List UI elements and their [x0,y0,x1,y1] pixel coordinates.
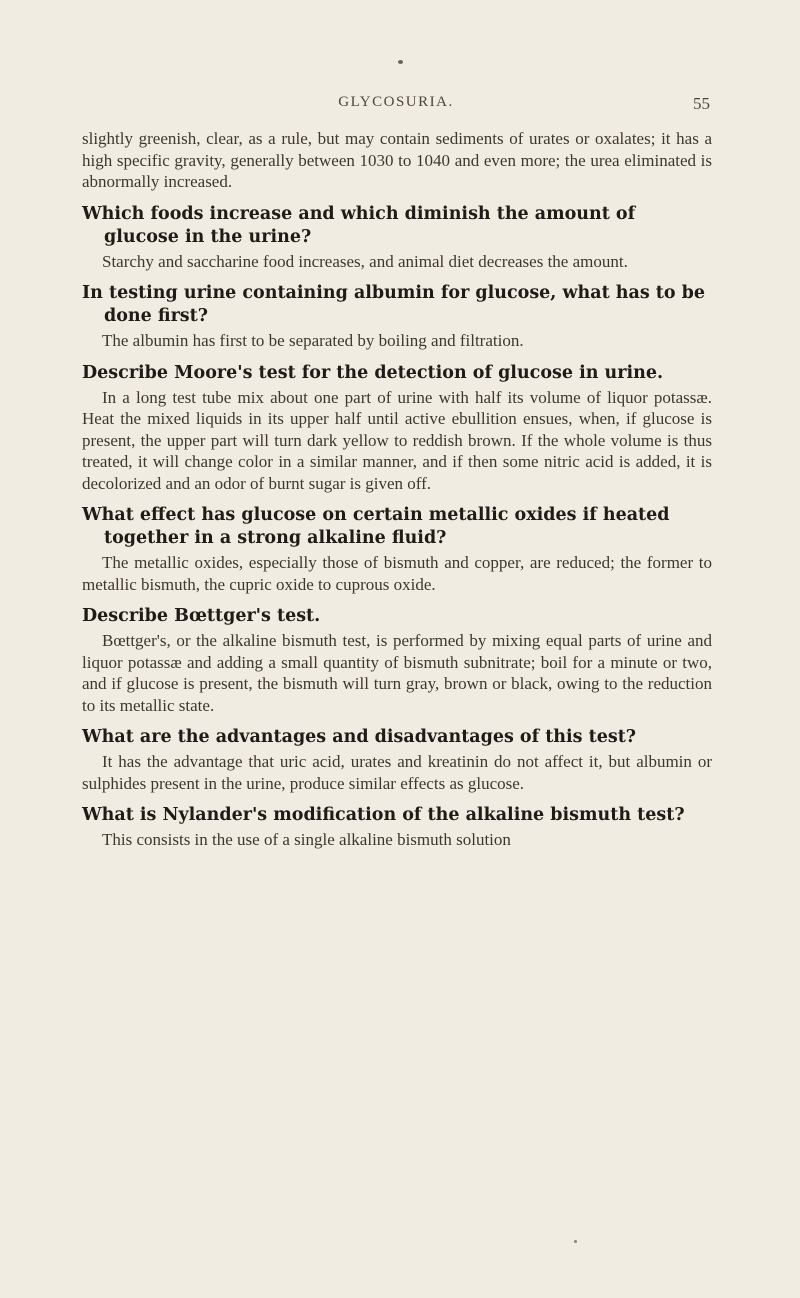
answer-nylander: This consists in the use of a single alkaline bismuth solution [102,830,511,849]
question-boettgers-test: Describe Bœttger's test. [82,606,321,626]
answer-advantages: It has the advantage that uric acid, urates and kreatinin do not affect it, but albumin or sulphides present in the urine, produce similar effects as glucose. [82,752,712,793]
ink-mark [398,60,403,64]
question-nylander: What is Nylander's modification of the alkaline bismuth test? [82,805,685,825]
question-metallic-oxides: What effect has glucose on certain metallic oxides if heated together in a strong alkaline fluid? [82,505,670,548]
page-header [82,94,710,118]
stray-mark [574,1240,577,1243]
answer-metallic-oxides: The metallic oxides, especially those of bismuth and copper, are reduced; the former to metallic bismuth, the cupric oxide to cuprous oxide. [82,553,712,594]
question-albumin-testing: In testing urine containing albumin for glucose, what has to be done first? [82,283,706,326]
answer-foods-glucose: Starchy and saccharine food increases, and animal diet decreases the amount. [102,251,628,271]
answer-albumin-testing: The albumin has first to be separated by boiling and filtration. [102,331,524,350]
page-number: 55 [693,94,710,113]
answer-boettgers-test: Bœttger's, or the alkaline bismuth test, is performed by mixing equal parts of urine and liquor potassæ and adding a small quantity of bismuth subnitrate; boil for a minute or two, and if glucose is present, the bismuth will turn gray, brown or black, owing to the reduction to its metallic state. [82,631,712,715]
answer-moores-test: In a long test tube mix about one part of urine with half its volume of liquor potassæ. Heat the mixed liquids in its upper half until active ebullition ensues, when, if glucose is present, the upper part will turn dark yellow to reddish brown. If the whole volume is thus treated, it will change color in a similar manner, and if then some nitric acid is added, it is decolorized and an odor of burnt sugar is given off. [82,387,712,493]
question-advantages: What are the advantages and disadvantages of this test? [82,727,637,747]
running-head: GLYCOSURIA. [338,94,454,110]
intro-paragraph: slightly greenish, clear, as a rule, but may contain sediments of urates or oxalates; it has a high specific gravity, generally between 1030 to 1040 and even more; the urea eliminated is abnormally increased. [82,129,712,191]
question-foods-glucose: Which foods increase and which diminish the amount of glucose in the urine? [82,203,636,247]
page-text [82,128,712,851]
question-moores-test: Describe Moore's test for the detection of glucose in urine. [82,362,664,383]
